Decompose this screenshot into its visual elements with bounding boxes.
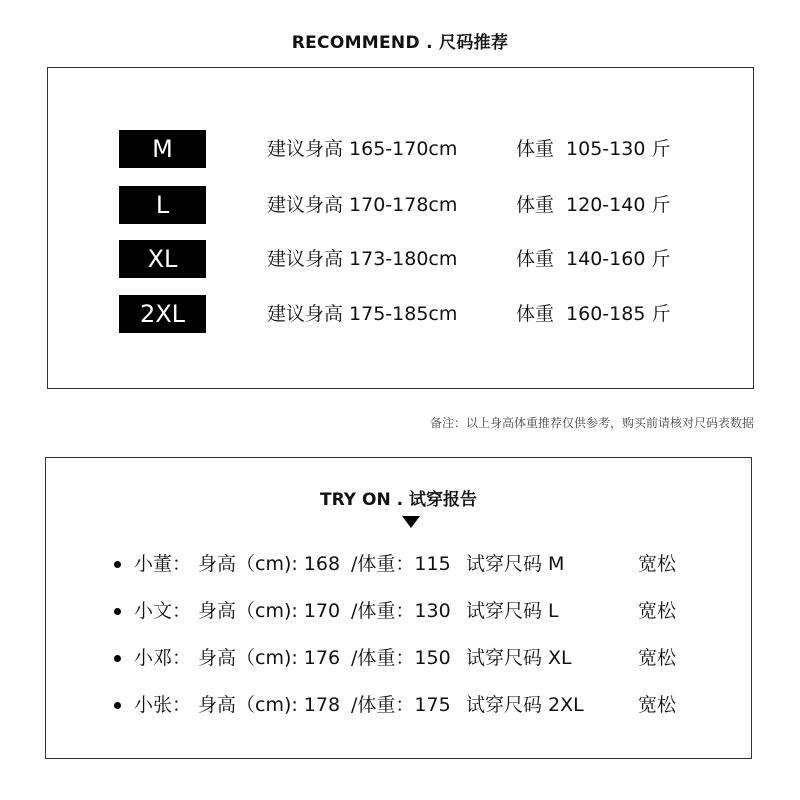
fit-result: 宽松: [638, 600, 677, 622]
size-row-l: [48, 186, 753, 224]
bullet-icon: [114, 655, 121, 662]
tester-weight: /体重：115: [351, 553, 451, 575]
size-row-2xl: [48, 295, 753, 333]
size-badge: M: [119, 130, 206, 168]
try-on-row: [46, 643, 751, 673]
weight-value: 160-185 斤: [566, 303, 671, 325]
size-badge: XL: [119, 240, 206, 278]
tester-weight: /体重：150: [351, 647, 451, 669]
size-badge: L: [119, 186, 206, 224]
weight-label: 体重: [516, 303, 555, 325]
fit-result: 宽松: [638, 647, 677, 669]
recommended-weight: [516, 240, 670, 278]
recommended-height: 建议身高 165-170cm: [267, 138, 458, 160]
down-arrow-icon: [402, 516, 420, 528]
fit-result: 宽松: [638, 553, 677, 575]
bullet-icon: [114, 608, 121, 615]
size-row-m: [48, 130, 753, 168]
weight-value: 140-160 斤: [566, 248, 671, 270]
bullet-icon: [114, 561, 121, 568]
tester-weight: /体重：175: [351, 694, 451, 716]
tester-name: 小邓：: [134, 647, 192, 669]
try-on-row: [46, 690, 751, 720]
weight-value: 120-140 斤: [566, 194, 671, 216]
tester-height: 身高（cm): 178: [198, 694, 341, 716]
size-recommendation-panel: [47, 67, 754, 389]
recommended-weight: [516, 130, 670, 168]
weight-label: 体重: [516, 194, 555, 216]
size-badge: 2XL: [119, 295, 206, 333]
try-on-row: [46, 549, 751, 579]
recommend-heading: RECOMMEND . 尺码推荐: [291, 33, 509, 53]
recommended-weight: [516, 295, 670, 333]
tried-size: 试穿尺码 2XL: [466, 694, 584, 716]
tried-size: 试穿尺码 M: [466, 553, 565, 575]
tester-height: 身高（cm): 168: [198, 553, 341, 575]
weight-value: 105-130 斤: [566, 138, 671, 160]
tester-name: 小董：: [134, 553, 192, 575]
recommended-height: 建议身高 173-180cm: [267, 248, 458, 270]
bullet-icon: [114, 702, 121, 709]
tester-height: 身高（cm): 170: [198, 600, 341, 622]
tester-name: 小张：: [134, 694, 192, 716]
try-on-report-panel: [45, 457, 752, 759]
recommended-height: 建议身高 170-178cm: [267, 194, 458, 216]
fit-result: 宽松: [638, 694, 677, 716]
size-row-xl: [48, 240, 753, 278]
tester-weight: /体重：130: [351, 600, 451, 622]
reference-note: 备注：以上身高体重推荐仅供参考，购买前请核对尺码表数据: [429, 416, 754, 430]
weight-label: 体重: [516, 248, 555, 270]
try-on-row: [46, 596, 751, 626]
tried-size: 试穿尺码 XL: [466, 647, 572, 669]
tester-height: 身高（cm): 176: [198, 647, 341, 669]
tester-name: 小文：: [134, 600, 192, 622]
try-on-heading: TRY ON . 试穿报告: [320, 490, 477, 510]
recommended-height: 建议身高 175-185cm: [267, 303, 458, 325]
tried-size: 试穿尺码 L: [466, 600, 559, 622]
recommended-weight: [516, 186, 670, 224]
weight-label: 体重: [516, 138, 555, 160]
